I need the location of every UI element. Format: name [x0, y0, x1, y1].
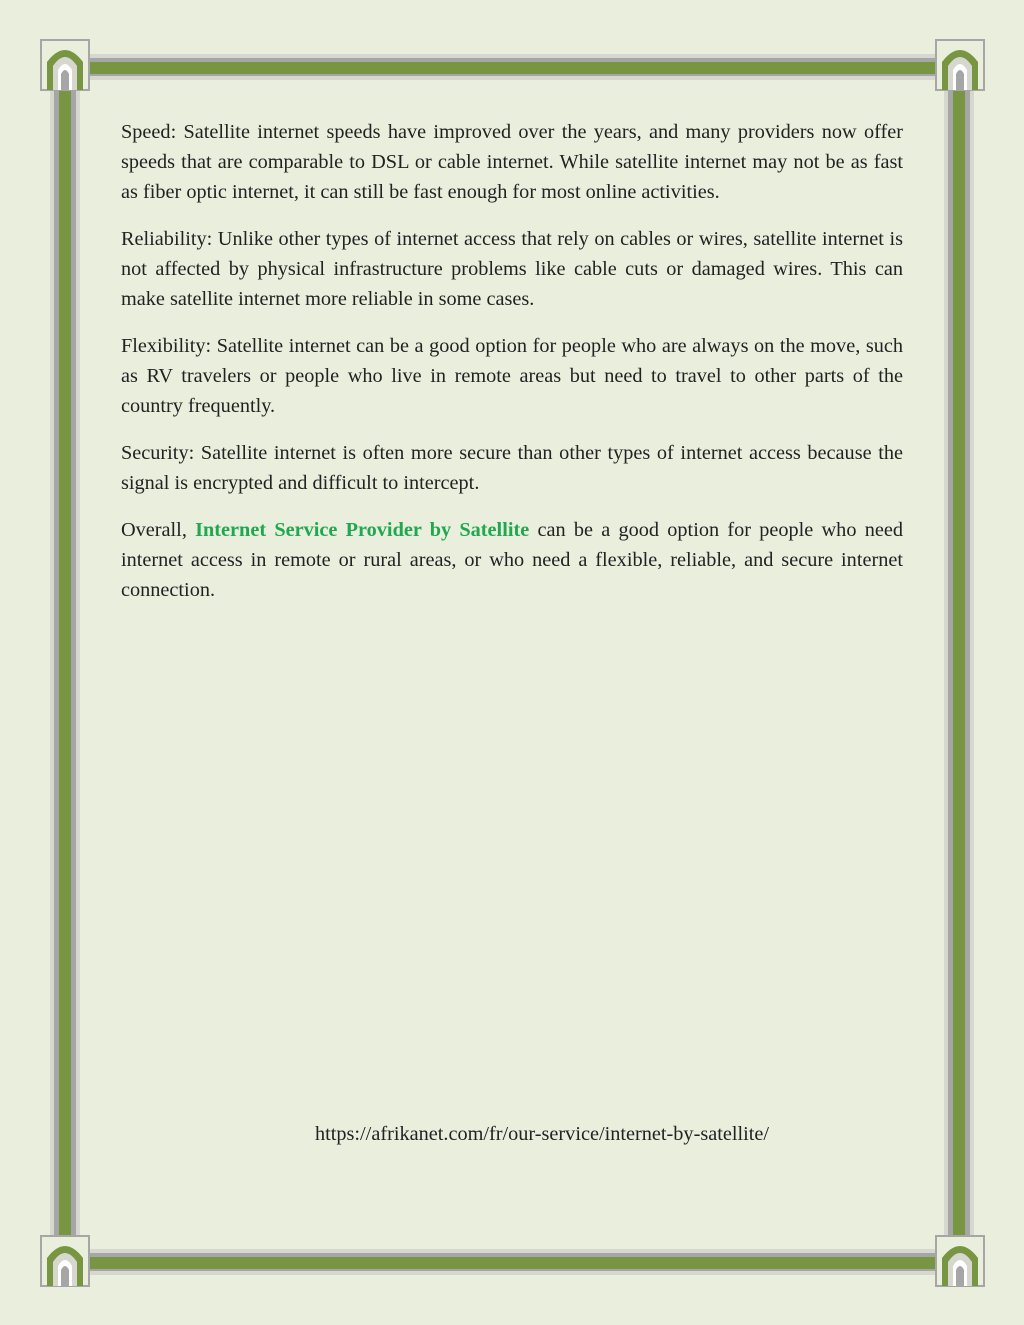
overall-intro: Overall,: [121, 519, 196, 541]
paragraph-security: Security: Satellite internet is often more secure than other types of internet access because the signal is encrypted and difficult to intercept.: [121, 442, 903, 494]
paragraph-overall: [121, 515, 903, 605]
footer-url[interactable]: https://afrikanet.com/fr/our-service/internet-by-satellite/: [314, 1123, 770, 1145]
paragraph-flexibility: Flexibility: Satellite internet can be a good option for people who are always on the move, such as RV travelers or people who live in remote areas but need to travel to other parts of the country frequently.: [121, 335, 903, 417]
satellite-provider-link[interactable]: Internet Service Provider by Satellite: [195, 519, 530, 541]
paragraph-speed: Speed: Satellite internet speeds have improved over the years, and many providers now offer speeds that are comparable to DSL or cable internet. While satellite internet may not be as fast as fiber optic internet, it can still be fast enough for most online activities.: [121, 121, 903, 203]
document-body: [121, 117, 903, 622]
overall-rest: can be a good option for people who need internet access in remote or rural areas, or who need a flexible, reliable, and secure internet connection.: [121, 519, 903, 601]
arch-ornament-icon: [936, 1236, 984, 1286]
arch-ornament-icon: [41, 1236, 89, 1286]
arch-ornament-icon: [936, 40, 984, 90]
paragraph-reliability: Reliability: Unlike other types of internet access that rely on cables or wires, satellite internet is not affected by physical infrastructure problems like cable cuts or damaged wires. This can make satellite internet more reliable in some cases.: [121, 228, 903, 310]
arch-ornament-icon: [41, 40, 89, 90]
